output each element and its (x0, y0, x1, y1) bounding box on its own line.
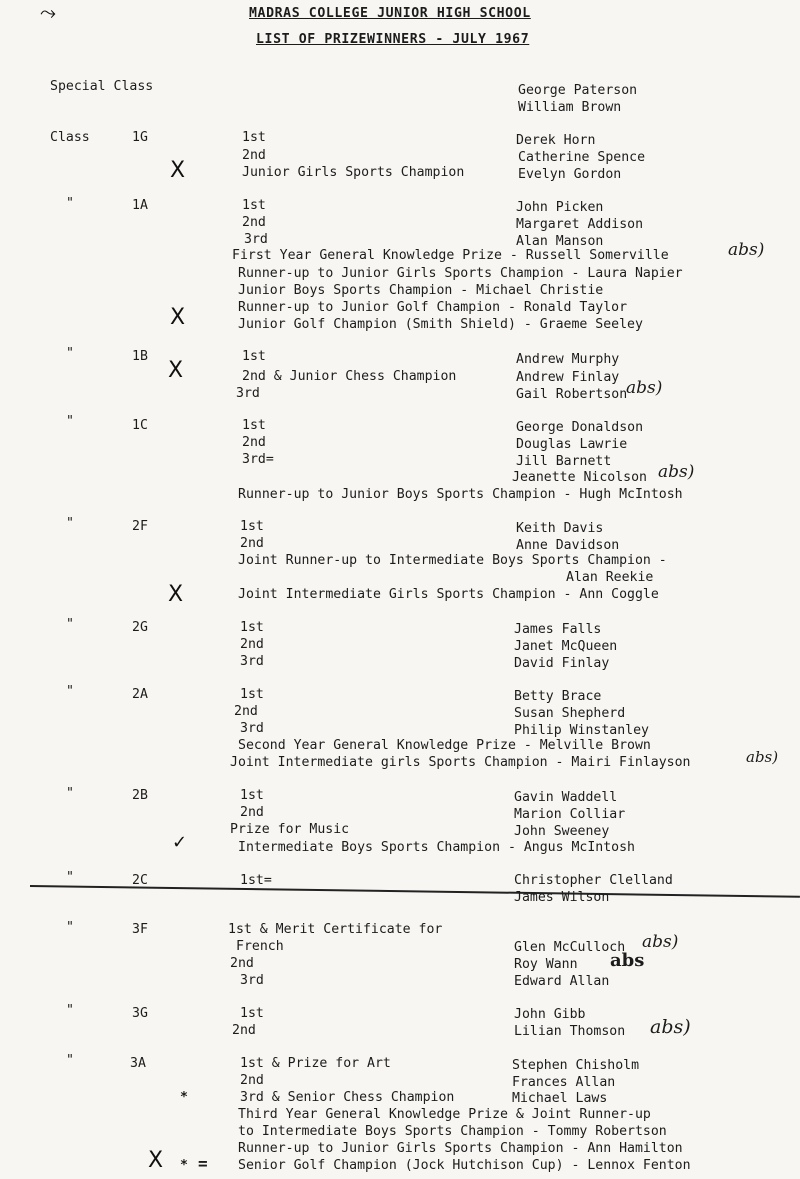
hand-drawn-divider (30, 885, 800, 898)
winner-name: James Falls (514, 622, 602, 637)
ditto-mark: " (66, 414, 74, 429)
prize-line: Joint Intermediate girls Sports Champion - Mairi Finlayson (230, 755, 691, 770)
prize-label: French (236, 939, 284, 954)
class-code: 2C (132, 873, 148, 888)
winner-name: John Sweeney (514, 824, 610, 839)
class-code: 2G (132, 620, 148, 635)
absent-note: abs) (626, 378, 663, 398)
prize-label: 1st (240, 620, 264, 635)
winner-name: Christopher Clelland (514, 873, 673, 888)
prize-line: Runner-up to Junior Girls Sports Champion - Laura Napier (238, 266, 683, 281)
prize-label: 3rd & Senior Chess Champion (240, 1090, 455, 1105)
prize-label: 2nd (234, 704, 258, 719)
prize-label: 1st (240, 788, 264, 803)
prize-label: 3rd (244, 232, 268, 247)
prize-line: Second Year General Knowledge Prize - Melville Brown (238, 738, 651, 753)
class-code: 2A (132, 687, 148, 702)
ditto-mark: " (66, 196, 74, 211)
ditto-mark: " (66, 346, 74, 361)
winner-name: Philip Winstanley (514, 723, 649, 738)
winner-name: Andrew Finlay (516, 370, 620, 385)
winner-name: Michael Laws (512, 1091, 608, 1106)
special-class-label: Special Class (50, 79, 154, 94)
winner-name: Keith Davis (516, 521, 604, 536)
absent-note: abs) (658, 462, 695, 482)
prize-label: 3rd (236, 386, 260, 401)
prize-label: 2nd (242, 148, 266, 163)
prize-line: Intermediate Boys Sports Champion - Angus McIntosh (238, 840, 635, 855)
prize-label: 3rd (240, 973, 264, 988)
winner-name: Andrew Murphy (516, 352, 620, 367)
ditto-mark: " (66, 920, 74, 935)
winner-name: George Paterson (518, 83, 638, 98)
school-title: MADRAS COLLEGE JUNIOR HIGH SCHOOL (249, 6, 531, 21)
ditto-mark: " (66, 617, 74, 632)
prize-label: 1st (240, 519, 264, 534)
prize-label: 2nd (230, 956, 254, 971)
winner-name: Evelyn Gordon (518, 167, 622, 182)
class-code: 1A (132, 198, 148, 213)
ditto-mark: " (66, 870, 74, 885)
prize-label: Junior Girls Sports Champion (242, 165, 465, 180)
prize-label: Prize for Music (230, 822, 350, 837)
prize-label: 1st (242, 130, 266, 145)
star-mark: * (180, 1090, 188, 1105)
winner-name: Susan Shepherd (514, 706, 626, 721)
prize-line: Joint Runner-up to Intermediate Boys Sports Champion - (238, 553, 667, 568)
ditto-mark: " (66, 1053, 74, 1068)
cross-mark: X (168, 582, 184, 607)
class-code: 1G (132, 130, 148, 145)
check-mark: ✓ (172, 832, 188, 853)
winner-name: George Donaldson (516, 420, 644, 435)
class-code: 3A (130, 1056, 146, 1071)
winner-name: James Wilson (514, 890, 610, 905)
class-code: 1C (132, 418, 148, 433)
winner-name: Alan Manson (516, 234, 604, 249)
prize-label: 1st (242, 349, 266, 364)
prize-line: First Year General Knowledge Prize - Russell Somerville (232, 248, 669, 263)
cross-mark: X (170, 305, 186, 330)
list-title: LIST OF PRIZEWINNERS - JULY 1967 (256, 32, 530, 47)
ditto-mark: " (66, 1003, 74, 1018)
prize-label: 3rd= (242, 452, 274, 467)
prize-line: Joint Intermediate Girls Sports Champion - Ann Coggle (238, 587, 659, 602)
winner-name: Jeanette Nicolson (512, 470, 647, 485)
prize-label: 2nd (240, 637, 264, 652)
winner-name: Edward Allan (514, 974, 610, 989)
winner-name: Roy Wann (514, 957, 578, 972)
prize-label: 1st & Prize for Art (240, 1056, 391, 1071)
equals-mark: = (198, 1154, 208, 1173)
winner-name: Derek Horn (516, 133, 596, 148)
winner-name: Alan Reekie (566, 570, 654, 585)
cross-mark: X (148, 1148, 164, 1173)
winner-name: Gavin Waddell (514, 790, 618, 805)
prize-label: 2nd (240, 1073, 264, 1088)
winner-name: Catherine Spence (518, 150, 646, 165)
prize-line: to Intermediate Boys Sports Champion - Tommy Robertson (238, 1124, 667, 1139)
prize-label: 1st= (240, 873, 272, 888)
prize-line: Runner-up to Junior Boys Sports Champion - Hugh McIntosh (238, 487, 683, 502)
ditto-mark: " (66, 684, 74, 699)
prize-label: 2nd (240, 536, 264, 551)
winner-name: John Picken (516, 200, 604, 215)
winner-name: Lilian Thomson (514, 1024, 626, 1039)
cross-mark: X (168, 358, 184, 383)
class-code: 1B (132, 349, 148, 364)
prize-line: Third Year General Knowledge Prize & Joint Runner-up (238, 1107, 651, 1122)
prize-line: Junior Boys Sports Champion - Michael Christie (238, 283, 604, 298)
winner-name: David Finlay (514, 656, 610, 671)
ditto-mark: " (66, 516, 74, 531)
winner-name: Jill Barnett (516, 454, 612, 469)
prize-line: Senior Golf Champion (Jock Hutchison Cup) - Lennox Fenton (238, 1158, 691, 1173)
prize-line: Junior Golf Champion (Smith Shield) - Graeme Seeley (238, 317, 643, 332)
prize-label: 2nd (232, 1023, 256, 1038)
ditto-mark: " (66, 786, 74, 801)
winner-name: Frances Allan (512, 1075, 616, 1090)
prize-label: 1st & Merit Certificate for (228, 922, 443, 937)
absent-note: abs) (642, 932, 679, 952)
absent-note: abs (610, 950, 645, 971)
winner-name: Douglas Lawrie (516, 437, 628, 452)
prize-label: 3rd (240, 654, 264, 669)
class-code: 2B (132, 788, 148, 803)
class-column-label: Class (50, 130, 90, 145)
star-mark: * (180, 1158, 188, 1173)
class-code: 3F (132, 922, 148, 937)
prize-line: Runner-up to Junior Golf Champion - Ronald Taylor (238, 300, 628, 315)
prize-label: 1st (242, 418, 266, 433)
prize-label: 2nd (240, 805, 264, 820)
winner-name: Janet McQueen (514, 639, 618, 654)
prize-label: 1st (240, 1006, 264, 1021)
prize-label: 2nd & Junior Chess Champion (242, 369, 457, 384)
winner-name: Margaret Addison (516, 217, 644, 232)
cross-mark: X (170, 158, 186, 183)
prize-label: 1st (240, 687, 264, 702)
absent-note: abs) (746, 748, 779, 766)
ink-mark: ⤳ (40, 0, 56, 24)
prize-label: 2nd (242, 215, 266, 230)
prize-label: 3rd (240, 721, 264, 736)
winner-name: Marion Colliar (514, 807, 626, 822)
class-code: 3G (132, 1006, 148, 1021)
class-code: 2F (132, 519, 148, 534)
winner-name: Gail Robertson (516, 387, 628, 402)
winner-name: William Brown (518, 100, 622, 115)
prize-label: 2nd (242, 435, 266, 450)
winner-name: Anne Davidson (516, 538, 620, 553)
absent-note: abs) (650, 1016, 691, 1038)
winner-name: John Gibb (514, 1007, 586, 1022)
winner-name: Betty Brace (514, 689, 602, 704)
prize-line: Runner-up to Junior Girls Sports Champion - Ann Hamilton (238, 1141, 683, 1156)
winner-name: Glen McCulloch (514, 940, 626, 955)
prize-label: 1st (242, 198, 266, 213)
absent-note: abs) (728, 240, 765, 260)
winner-name: Stephen Chisholm (512, 1058, 640, 1073)
